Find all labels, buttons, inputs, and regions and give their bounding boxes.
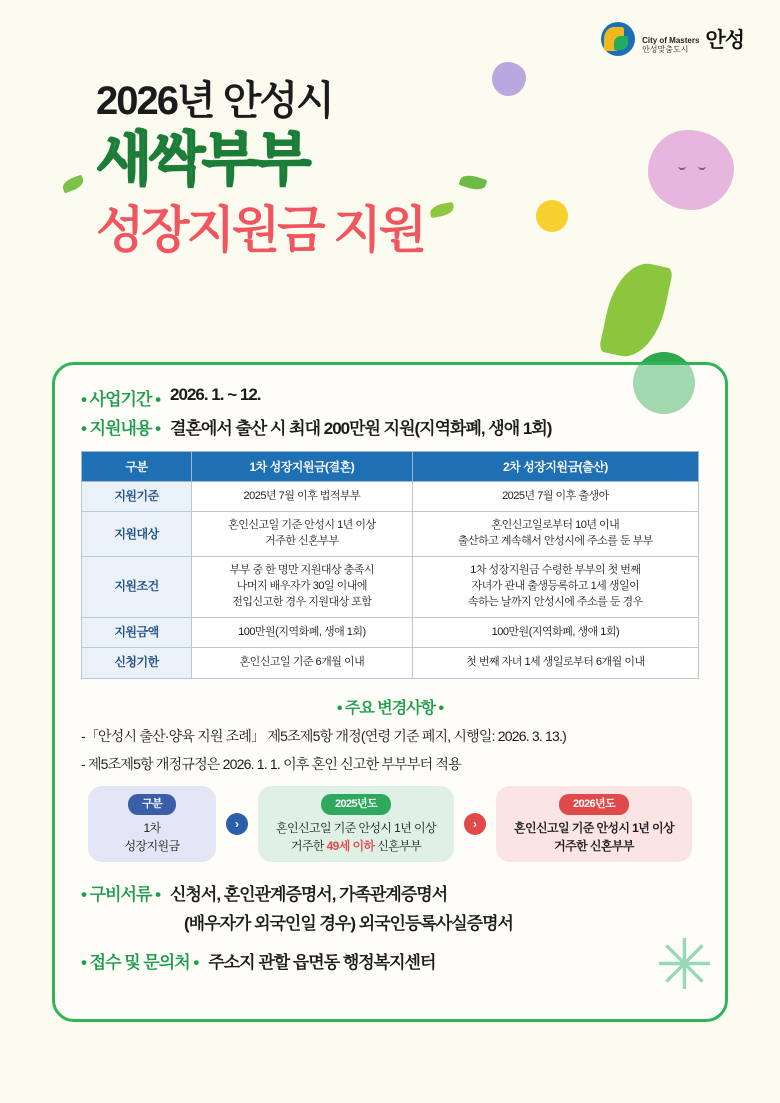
compare-box-category: [88, 786, 216, 862]
yellow-dot-icon: [536, 200, 568, 232]
anseong-logo-icon: [601, 22, 635, 56]
documents-row: [81, 880, 699, 905]
period-value: 2026. 1. ~ 12.: [170, 385, 261, 404]
title-line-1: 2026년 안성시: [96, 79, 333, 123]
table-cell: 2025년 7월 이후 법적부부: [192, 482, 413, 512]
table-cell: 부부 중 한 명만 지원대상 충족시 나머지 배우자가 30일 이내에 전입신고한 경우 지원대상 포함: [192, 557, 413, 618]
purple-blob-icon: [492, 62, 526, 96]
table-header-row: [82, 452, 699, 482]
city-logo: [601, 22, 744, 56]
period-label: • 사업기간 •: [81, 390, 161, 409]
contact-value: 주소지 관할 읍면동 행정복지센터: [208, 953, 436, 973]
table-cell: 100만원(지역화폐, 생애 1회): [192, 618, 413, 648]
change-line-1: -「안성시 출산·양육 지원 조례」 제5조제5항 개정(연령 기준 폐지, 시행일: 2026. 3. 13.): [81, 727, 566, 744]
table-header-cell: 1차 성장지원금(결혼): [192, 452, 413, 482]
leaf-small-icon: [61, 175, 86, 194]
table-row-head: 지원기준: [82, 482, 192, 512]
table-row: [82, 557, 699, 618]
table-row: [82, 648, 699, 678]
table-cell: 혼인신고일 기준 6개월 이내: [192, 648, 413, 678]
arrow-right-icon: ›: [464, 813, 486, 835]
compare-chip: 2025년도: [321, 794, 391, 815]
documents-label: • 구비서류 •: [81, 885, 161, 905]
support-label: • 지원내용 •: [81, 419, 161, 438]
logo-korean-small-text: 안성맞춤도시: [642, 44, 689, 54]
period-row: [81, 385, 699, 410]
contact-label: • 접수 및 문의처 •: [81, 953, 199, 973]
arrow-right-icon: ›: [226, 813, 248, 835]
table-cell: 100만원(지역화폐, 생애 1회): [412, 618, 698, 648]
logo-korean-large-text: 안성: [705, 29, 744, 52]
table-cell: 1차 성장지원금 수령한 부부의 첫 번째 자녀가 관내 출생등록하고 1세 생일이 속하는 날까지 안성시에 주소를 둔 경우: [412, 557, 698, 618]
table-row: [82, 512, 699, 557]
table-row-head: 신청기한: [82, 648, 192, 678]
compare-box-line: 혼인신고일 기준 안성시 1년 이상: [514, 820, 674, 835]
compare-box-line: 거주한 신혼부부: [554, 838, 634, 853]
table-cell: 혼인신고일 기준 안성시 1년 이상 거주한 신혼부부: [192, 512, 413, 557]
compare-box-line: [264, 837, 448, 855]
contact-row: [81, 948, 699, 973]
table-row: [82, 482, 699, 512]
compare-box-line: 혼인신고일 기준 안성시 1년 이상: [276, 820, 436, 835]
table-row-head: 지원조건: [82, 557, 192, 618]
compare-box-line: 1차: [143, 820, 161, 835]
compare-text-post: 신혼부부: [374, 838, 422, 853]
compare-chip: 구분: [128, 794, 176, 815]
leaf-large-icon: [599, 257, 674, 363]
documents-value: 신청서, 혼인관계증명서, 가족관계증명서: [170, 885, 448, 905]
change-line-2: - 제5조제5항 개정규정은 2026. 1. 1. 이후 혼인 신고한 부부부터 적용: [81, 756, 461, 773]
table-row: [82, 618, 699, 648]
support-table: [81, 451, 699, 679]
table-cell: 첫 번째 자녀 1세 생일로부터 6개월 이내: [412, 648, 698, 678]
compare-box-2026: [496, 786, 692, 862]
content-card: [52, 362, 728, 1022]
comparison-section: [81, 786, 699, 862]
compare-text-highlight: 49세 이하: [326, 838, 375, 853]
bottom-section: [81, 880, 699, 973]
logo-english-text: City of Masters: [642, 36, 700, 46]
support-value: 결혼에서 출산 시 최대 200만원 지원(지역화폐, 생애 1회): [170, 419, 552, 438]
table-row-head: 지원금액: [82, 618, 192, 648]
compare-box-2025: [258, 786, 454, 862]
pink-flower-icon: [648, 130, 734, 210]
documents-value-2: (배우자가 외국인일 경우) 외국인등록사실증명서: [184, 914, 513, 934]
poster-title: [96, 78, 424, 260]
compare-box-line: 성장지원금: [124, 838, 180, 853]
table-cell: 혼인신고일로부터 10년 이내 출산하고 계속해서 안성시에 주소를 둔 부부: [412, 512, 698, 557]
leaf-small-icon: [459, 172, 488, 192]
support-row: [81, 414, 699, 439]
title-line-2: 새싹부부: [96, 127, 309, 192]
compare-chip: 2026년도: [559, 794, 629, 815]
title-line-3: 성장지원금 지원: [96, 202, 424, 259]
changes-heading: • 주요 변경사항 •: [336, 699, 444, 717]
table-header-cell: 2차 성장지원금(출산): [412, 452, 698, 482]
leaf-small-icon: [429, 202, 455, 218]
table-header-cell: 구분: [82, 452, 192, 482]
compare-text-pre: 거주한: [290, 838, 327, 853]
table-row-head: 지원대상: [82, 512, 192, 557]
table-cell: 2025년 7월 이후 출생아: [412, 482, 698, 512]
